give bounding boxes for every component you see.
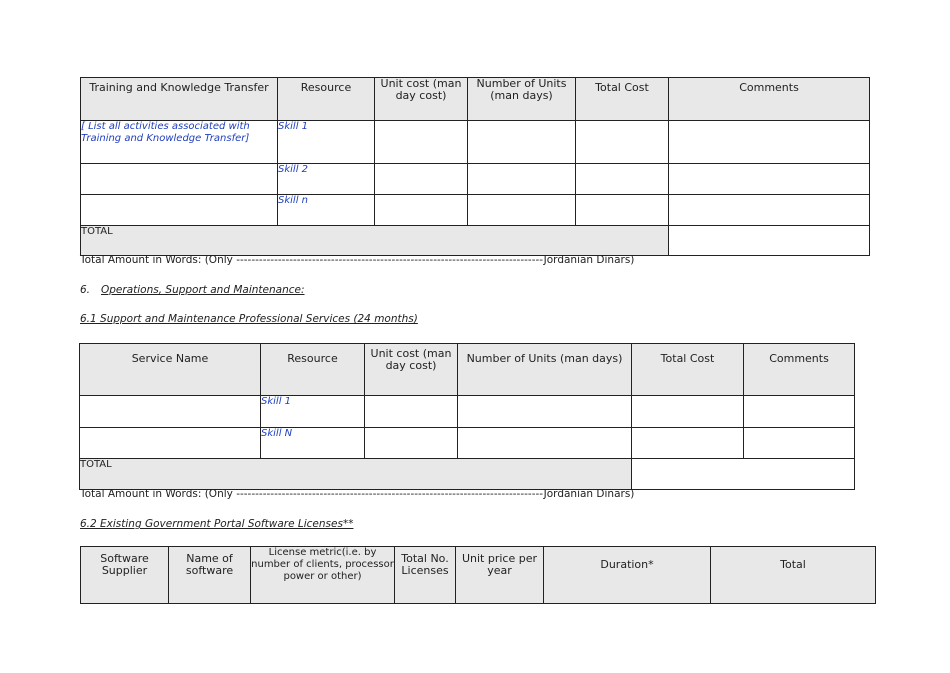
header-total-cost: Total Cost <box>576 78 669 121</box>
unit-cost-cell[interactable] <box>365 428 458 459</box>
comments-cell[interactable] <box>669 164 870 195</box>
skill-cell: Skill N <box>261 428 365 459</box>
header-name-of-software: Name of software <box>169 547 251 604</box>
header-unit-price: Unit price per year <box>456 547 544 604</box>
header-service-name: Service Name <box>80 344 261 396</box>
training-cost-table <box>80 77 870 256</box>
header-comments: Comments <box>669 78 870 121</box>
unit-cost-cell[interactable] <box>375 195 468 226</box>
skill-cell: Skill 1 <box>278 121 375 164</box>
section-6-2-title: 6.2 Existing Government Portal Software Licenses** <box>80 518 354 530</box>
comments-cell[interactable] <box>744 428 855 459</box>
skill-cell: Skill 2 <box>278 164 375 195</box>
units-cell[interactable] <box>468 164 576 195</box>
amount-in-words-1: Total Amount in Words: (Only ---------------------------------------------------------------------------------Jordanian Dinars) <box>80 254 635 266</box>
total-cost-cell[interactable] <box>576 164 669 195</box>
skill-cell: Skill 1 <box>261 396 365 428</box>
comments-cell[interactable] <box>669 121 870 164</box>
support-services-table <box>79 343 855 490</box>
total-cost-cell[interactable] <box>576 195 669 226</box>
units-cell[interactable] <box>458 428 632 459</box>
service-name-cell[interactable] <box>80 396 261 428</box>
header-unit-cost: Unit cost (man day cost) <box>375 78 468 121</box>
comments-cell[interactable] <box>744 396 855 428</box>
header-unit-cost: Unit cost (man day cost) <box>365 344 458 396</box>
section-6-title: Operations, Support and Maintenance: <box>101 284 305 296</box>
header-license-metric: License metric(i.e. by number of clients, processor power or other) <box>251 547 395 604</box>
header-training: Training and Knowledge Transfer <box>81 78 278 121</box>
software-licenses-table <box>80 546 876 604</box>
skill-cell: Skill n <box>278 195 375 226</box>
header-resource: Resource <box>261 344 365 396</box>
section-6-1-title: 6.1 Support and Maintenance Professional Services (24 months) <box>80 313 418 325</box>
header-number-of-units: Number of Units (man days) <box>468 78 576 121</box>
header-total-cost: Total Cost <box>632 344 744 396</box>
activity-placeholder: [ List all activities associated with Training and Knowledge Transfer] <box>81 121 278 164</box>
unit-cost-cell[interactable] <box>375 164 468 195</box>
total-value-cell[interactable] <box>632 459 855 490</box>
units-cell[interactable] <box>468 195 576 226</box>
total-label: TOTAL <box>81 226 669 256</box>
header-total: Total <box>711 547 876 604</box>
total-cost-cell[interactable] <box>576 121 669 164</box>
header-total-licenses: Total No. Licenses <box>395 547 456 604</box>
amount-in-words-2: Total Amount in Words: (Only ---------------------------------------------------------------------------------Jordanian Dinars) <box>80 488 635 500</box>
units-cell[interactable] <box>468 121 576 164</box>
activity-cell[interactable] <box>81 195 278 226</box>
header-comments: Comments <box>744 344 855 396</box>
unit-cost-cell[interactable] <box>375 121 468 164</box>
section-6-number: 6. <box>80 284 91 296</box>
comments-cell[interactable] <box>669 195 870 226</box>
units-cell[interactable] <box>458 396 632 428</box>
header-duration: Duration* <box>544 547 711 604</box>
total-value-cell[interactable] <box>669 226 870 256</box>
header-software-supplier: Software Supplier <box>81 547 169 604</box>
unit-cost-cell[interactable] <box>365 396 458 428</box>
activity-cell[interactable] <box>81 164 278 195</box>
total-cost-cell[interactable] <box>632 396 744 428</box>
service-name-cell[interactable] <box>80 428 261 459</box>
header-resource: Resource <box>278 78 375 121</box>
total-label: TOTAL <box>80 459 632 490</box>
total-cost-cell[interactable] <box>632 428 744 459</box>
header-number-of-units: Number of Units (man days) <box>458 344 632 396</box>
